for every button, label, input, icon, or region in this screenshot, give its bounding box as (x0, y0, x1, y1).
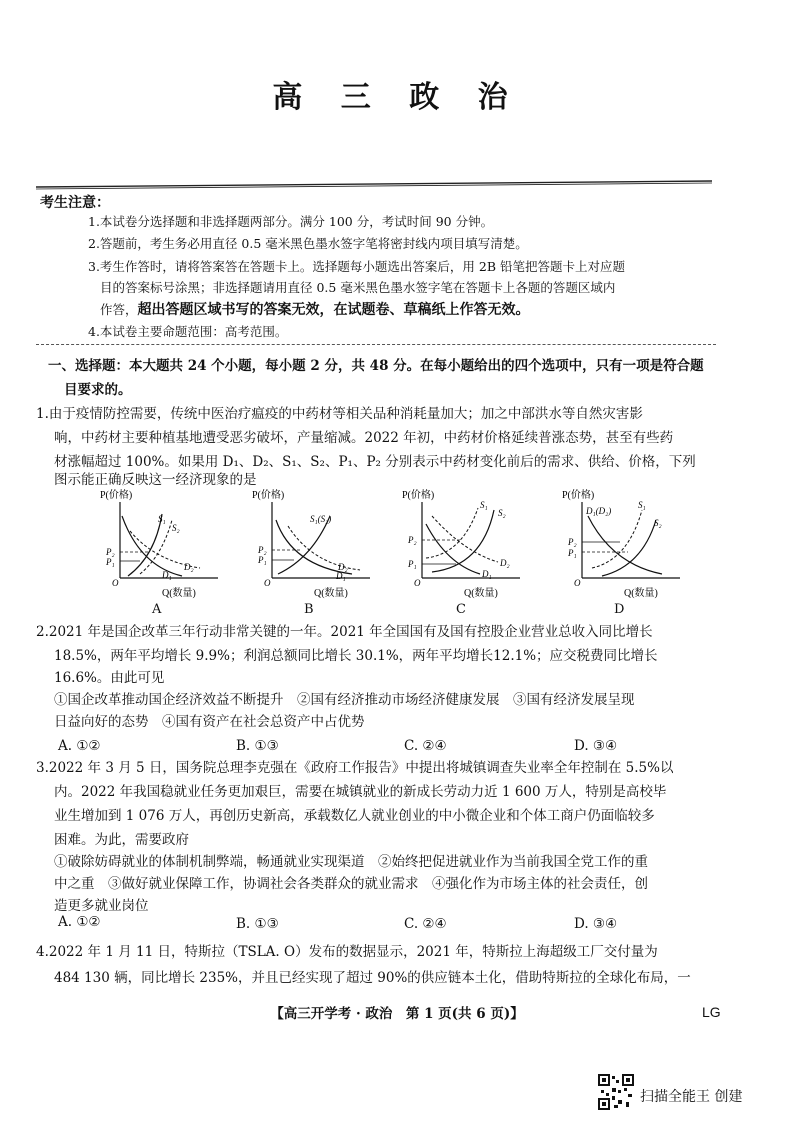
q3-line-7: 造更多就业岗位 (54, 898, 149, 914)
graph-b-label: B (304, 602, 314, 617)
graph-c-label: C (456, 602, 466, 617)
svg-text:P₂: P₂ (258, 545, 267, 555)
svg-text:S₂: S₂ (498, 508, 506, 518)
q3-line-3: 业生增加到 1 076 万人，再创历史新高，承载数亿人就业创业的中小微企业和个体工商户仍面临较多 (54, 808, 655, 824)
graph-a-axis-y: P(价格) (100, 490, 133, 501)
notice-heading: 考生注意： (40, 195, 110, 211)
graph-b-axis-y: P(价格) (252, 490, 285, 501)
svg-text:P₂: P₂ (408, 535, 417, 545)
svg-text:O: O (574, 578, 581, 588)
q3-option-a: A. ①② (58, 914, 101, 930)
svg-text:P₁: P₁ (568, 548, 577, 558)
footer-mark: LG (702, 1004, 721, 1020)
svg-text:P₁: P₁ (408, 559, 417, 569)
q2-line-2: 18.5%，两年平均增长 9.9%；利润总额同比增长 30.1%，两年平均增长12.1%；应交税费同比增长 (54, 648, 658, 664)
graph-d-axis-y: P(价格) (562, 490, 595, 501)
graph-a-axis-x: Q(数量) (162, 588, 196, 599)
exam-title: 高 三 政 治 (272, 80, 522, 115)
q3-line-6: 中之重 ③做好就业保障工作，协调社会各类群众的就业需求 ④强化作为市场主体的社会责任，创 (54, 876, 648, 892)
graph-b (252, 486, 382, 601)
notice-item-3-emphasis: 超出答题区域书写的答案无效，在试题卷、草稿纸上作答无效。 (137, 302, 530, 318)
svg-text:P₂: P₂ (106, 547, 115, 557)
q2-option-c: C. ②④ (404, 738, 447, 754)
graph-d-axis-x: Q(数量) (624, 588, 658, 599)
svg-text:O: O (264, 578, 271, 588)
svg-text:S₂: S₂ (172, 523, 180, 533)
notice-item-4: 4.本试卷主要命题范围：高考范围。 (88, 324, 288, 339)
q3-line-4: 困难。为此，需要政府 (54, 832, 189, 848)
svg-text:P₂: P₂ (568, 537, 577, 547)
graph-c (402, 486, 532, 601)
graph-d-label: D (614, 602, 625, 617)
section-heading-line2: 目要求的。 (64, 382, 132, 398)
svg-text:O: O (112, 578, 119, 588)
svg-text:P₁: P₁ (106, 557, 115, 567)
q3-option-d: D. ③④ (574, 916, 618, 932)
svg-text:O: O (414, 578, 421, 588)
svg-text:D₁(D₂): D₁(D₂) (586, 506, 612, 516)
q2-option-d: D. ③④ (574, 738, 618, 754)
notice-item-3-cont: 目的答案标号涂黑；非选择题请用直径 0.5 毫米黑色墨水签字笔在答题卡上各题的答题区域内 (100, 280, 616, 295)
svg-text:P₁: P₁ (258, 555, 267, 565)
q1-line-1: 1.由于疫情防控需要，传统中医治疗瘟疫的中药材等相关品种消耗量加大；加之中部洪水等自然灾害影 (36, 406, 643, 422)
q4-line-1: 4.2022 年 1 月 11 日，特斯拉（TSLA. O）发布的数据显示，2021 年，特斯拉上海超级工厂交付量为 (36, 944, 658, 960)
q2-line-5: 日益向好的态势 ④国有资产在社会总资产中占优势 (54, 714, 365, 730)
q4-line-2: 484 130 辆，同比增长 235%，并且已经实现了超过 90%的供应链本土化，借助特斯拉的全球化布局，一 (54, 970, 691, 986)
q1-line-4: 图示能正确反映这一经济现象的是 (54, 472, 257, 488)
graph-d (562, 486, 692, 601)
q1-line-2: 响，中药材主要种植基地遭受恶劣破坏，产量缩减。2022 年初，中药材价格延续普涨态势，甚至有些药 (54, 430, 674, 446)
svg-text:D₂: D₂ (338, 562, 348, 572)
qr-code-icon (598, 1074, 634, 1110)
graph-c-axis-y: P(价格) (402, 490, 435, 501)
svg-text:S₁: S₁ (158, 514, 166, 524)
graph-a (100, 486, 230, 601)
svg-text:S₁: S₁ (638, 500, 646, 510)
graph-c-axis-x: Q(数量) (464, 588, 498, 599)
header-rule (36, 178, 712, 190)
notice-item-2: 2.答题前，考生务必用直径 0.5 毫米黑色墨水签字笔将密封线内项目填写清楚。 (88, 236, 528, 251)
scanner-watermark: 扫描全能王 创建 (640, 1089, 743, 1105)
q2-line-1: 2.2021 年是国企改革三年行动非常关键的一年。2021 年全国国有及国有控股企业营业总收入同比增长 (36, 624, 653, 640)
section-heading-line1: 一、选择题：本大题共 24 个小题，每小题 2 分，共 48 分。在每小题给出的四个选项中，只有一项是符合题 (48, 358, 704, 374)
svg-text:D₁: D₁ (336, 571, 346, 581)
svg-text:S₂: S₂ (654, 518, 662, 528)
page-footer: 【高三开学考 · 政治 第 1 页(共 6 页)】 (270, 1006, 524, 1022)
q3-option-c: C. ②④ (404, 916, 447, 932)
notice-item-3: 3.考生作答时，请将答案答在答题卡上。选择题每小题选出答案后，用 2B 铅笔把答题卡上对应题 (88, 259, 626, 274)
q3-line-1: 3.2022 年 3 月 5 日，国务院总理李克强在《政府工作报告》中提出将城镇调查失业率全年控制在 5.5%以 (36, 760, 674, 776)
svg-text:D₁: D₁ (162, 570, 172, 580)
svg-text:S₁: S₁ (480, 500, 488, 510)
graph-a-label: A (152, 602, 162, 617)
notice-separator (36, 344, 716, 345)
q2-option-b: B. ①③ (236, 738, 279, 754)
q3-line-5: ①破除妨碍就业的体制机制弊端，畅通就业实现渠道 ②始终把促进就业作为当前我国全党工作的重 (54, 854, 648, 870)
notice-item-3-tail-a: 作答， (100, 302, 138, 317)
svg-text:D₁: D₁ (482, 569, 492, 579)
graph-b-axis-x: Q(数量) (314, 588, 348, 599)
q2-option-a: A. ①② (58, 738, 101, 754)
q2-line-4: ①国企改革推动国企经济效益不断提升 ②国有经济推动市场经济健康发展 ③国有经济发展呈现 (54, 692, 635, 708)
svg-text:D₂: D₂ (500, 558, 510, 568)
q2-line-3: 16.6%。由此可见 (54, 670, 165, 686)
notice-item-3-tail (100, 299, 530, 319)
q3-option-b: B. ①③ (236, 916, 279, 932)
svg-text:D₂: D₂ (184, 562, 194, 572)
q1-line-3: 材涨幅超过 100%。如果用 D₁、D₂、S₁、S₂、P₁、P₂ 分别表示中药材变化前后的需求、供给、价格，下列 (54, 454, 696, 470)
notice-item-1: 1.本试卷分选择题和非选择题两部分。满分 100 分，考试时间 90 分钟。 (88, 214, 494, 229)
q3-line-2: 内。2022 年我国稳就业任务更加艰巨，需要在城镇就业的新成长劳动力近 1 600 万人，特别是高校毕 (54, 784, 667, 800)
svg-text:S₁(S₂): S₁(S₂) (310, 514, 332, 524)
